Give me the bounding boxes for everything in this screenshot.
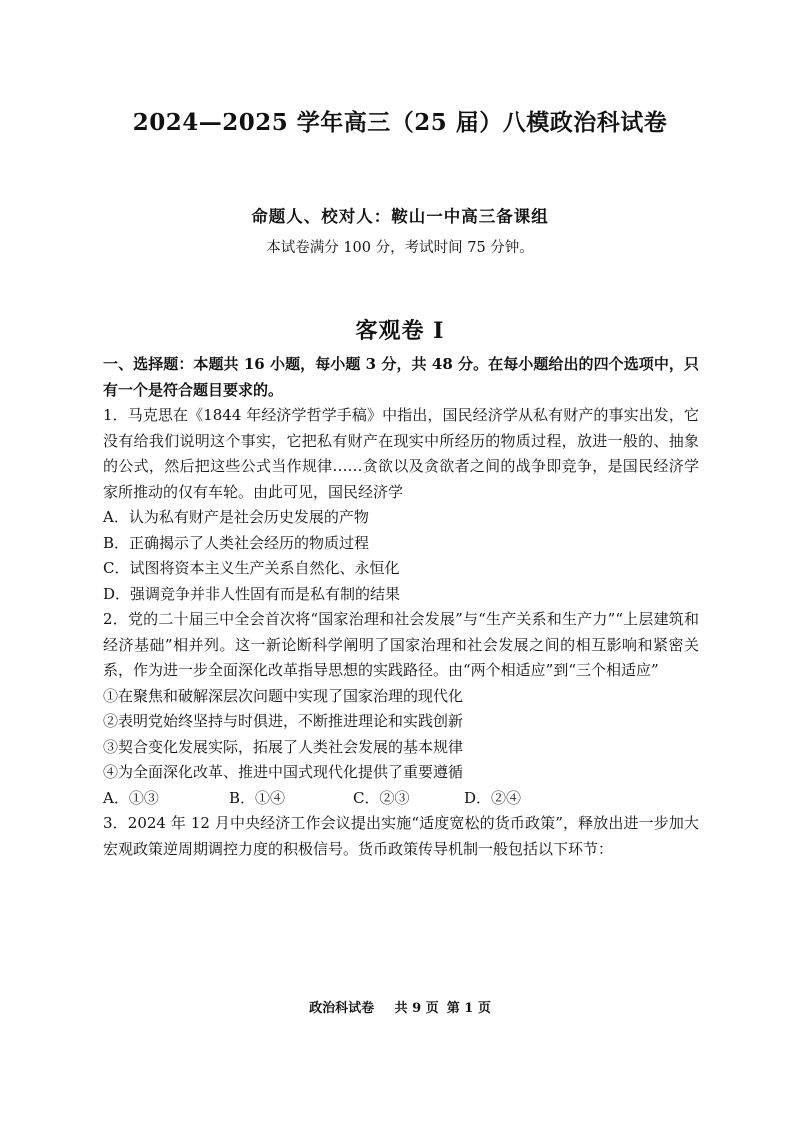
question-2-choices	[103, 786, 699, 812]
question-1-option-c: C．试图将资本主义生产关系自然化、永恒化	[103, 559, 400, 577]
footer-total-pages: 共 9 页	[394, 1001, 439, 1016]
question-2-choice-b: B．①④	[229, 788, 286, 807]
section-title: 客观卷 I	[355, 318, 445, 344]
question-2-item-2: ②表明党始终坚持与时俱进，不断推进理论和实践创新	[103, 712, 464, 730]
exam-title: 2024—2025 学年高三（25 届）八模政治科试卷	[132, 109, 668, 136]
question-2-choice-d: D．②④	[464, 788, 522, 807]
exam-content	[103, 352, 699, 862]
page-footer	[0, 997, 800, 1016]
question-1-option-b: B．正确揭示了人类社会经历的物质过程	[103, 533, 370, 552]
exam-authors: 命题人、校对人：鞍山一中高三备课组	[251, 207, 549, 226]
section-instruction: 一、选择题：本题共 16 小题，每小题 3 分，共 48 分。在每小题给出的四个选项中，只有一个是符合题目要求的。	[103, 355, 699, 399]
question-2-choice-c: C．②③	[353, 788, 410, 807]
question-2-item-1: ①在聚焦和破解深层次问题中实现了国家治理的现代化	[103, 686, 464, 705]
question-3-stem: 3．2024 年 12 月中央经济工作会议提出实施“适度宽松的货币政策”，释放出进一步加大宏观政策逆周期调控力度的积极信号。货币政策传导机制一般包括以下环节：	[103, 814, 699, 858]
question-1-stem: 1．马克思在《1844 年经济学哲学手稿》中指出，国民经济学从私有财产的事实出发，它没有给我们说明这个事实，它把私有财产在现实中所经历的物质过程，放进一般的、抽象的公式，然后把这些公式当作规律……贪欲以及贪欲者之间的战争即竞争，是国民经济学家所推动的仅有车轮。由此可见，国民经济学	[103, 406, 699, 501]
footer-subject: 政治科试卷	[309, 1001, 375, 1016]
question-1-option-a: A．认为私有财产是社会历史发展的产物	[103, 508, 369, 526]
question-2-stem: 2．党的二十届三中全会首次将“国家治理和社会发展”与“生产关系和生产力”“上层建筑和经济基础”相并列。这一新论断科学阐明了国家治理和社会发展之间的相互影响和紧密关系，作为进一步全面深化改革指导思想的实践路径。由“两个相适应”到“三个相适应”	[103, 610, 699, 679]
exam-note: 本试卷满分 100 分，考试时间 75 分钟。	[266, 240, 534, 256]
question-2-item-3: ③契合变化发展实际，拓展了人类社会发展的基本规律	[103, 737, 464, 756]
footer-current-page: 第 1 页	[446, 1001, 491, 1016]
question-1-option-d: D．强调竞争并非人性固有而是私有制的结果	[103, 584, 401, 603]
question-2-item-4: ④为全面深化改革、推进中国式现代化提供了重要遵循	[103, 763, 464, 781]
question-2-choice-a: A．①③	[103, 788, 159, 807]
